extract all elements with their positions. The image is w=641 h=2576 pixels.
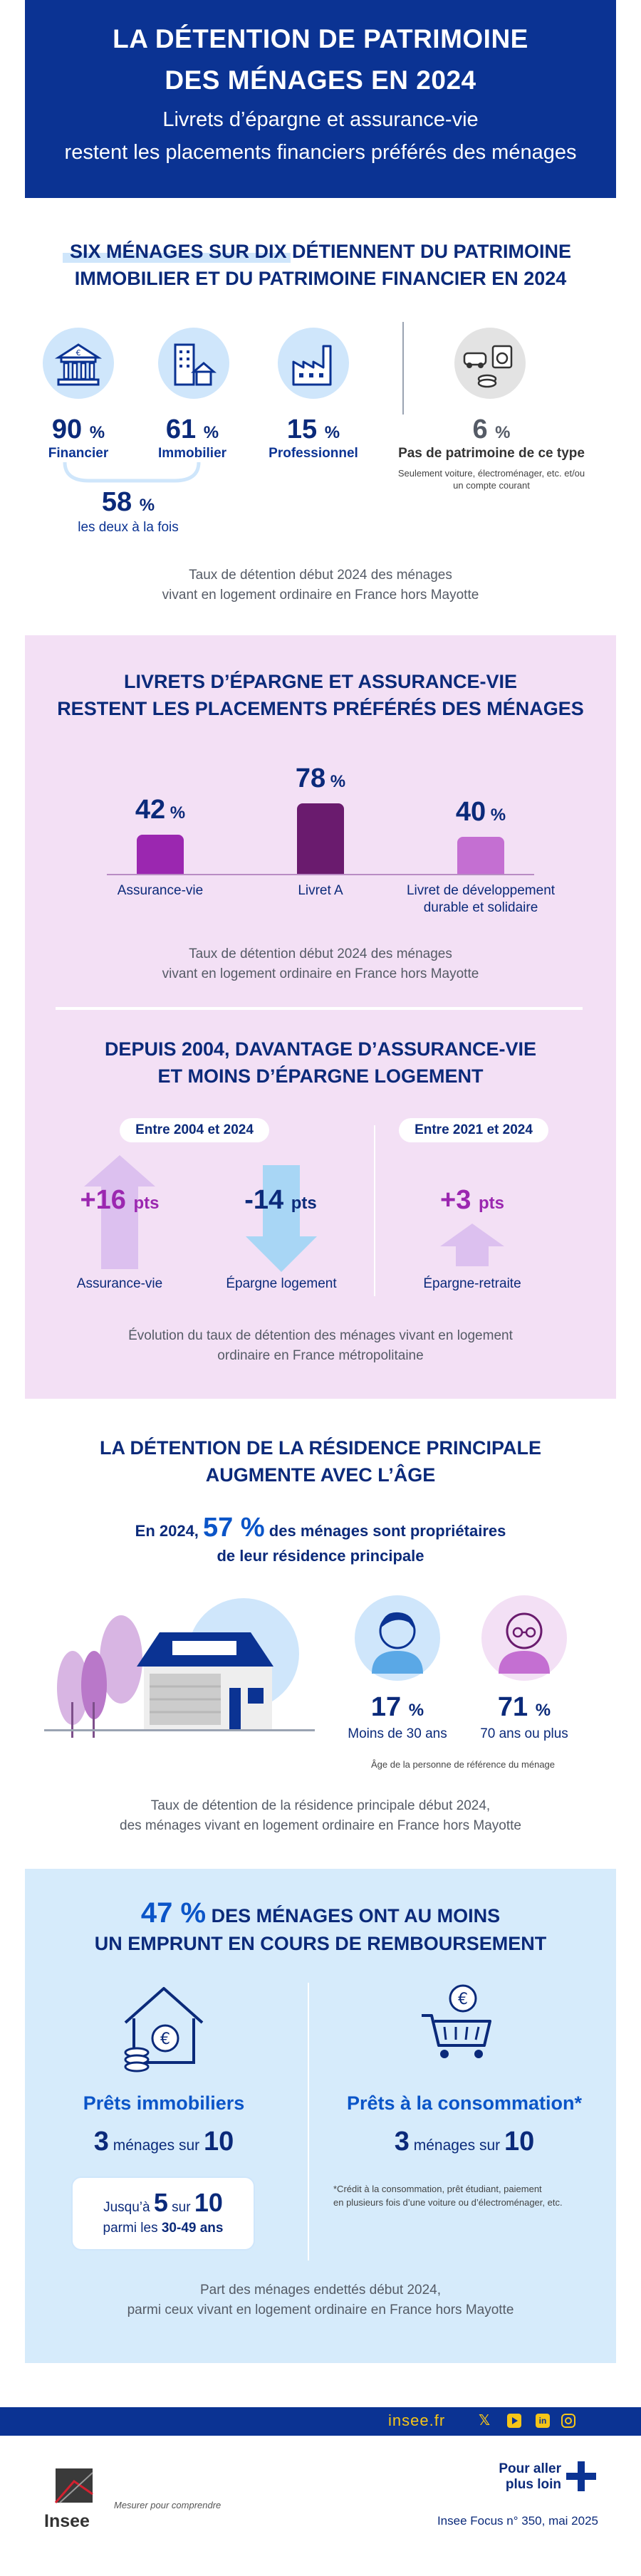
header-title-line1: LA DÉTENTION DE PATRIMOINE — [113, 24, 528, 53]
loans-source-line1: Part des ménages endettés début 2024, — [199, 2283, 442, 2298]
bar-category-1: Assurance-vie — [117, 883, 204, 898]
label-both: les deux à la fois — [78, 520, 179, 535]
period-2004-2024: Entre 2004 et 2024 — [120, 1118, 269, 1142]
svg-text:€: € — [75, 348, 81, 358]
bar-value-3: 40 % — [455, 797, 506, 827]
plus-icon[interactable] — [566, 2461, 596, 2491]
header-subtitle-line1: Livrets d’épargne et assurance-vie — [162, 108, 479, 131]
svg-text:€: € — [160, 2030, 170, 2048]
bar-2 — [297, 803, 344, 874]
section2-source-line1: Taux de détention début 2024 des ménages — [189, 947, 452, 961]
bar-1 — [137, 835, 184, 874]
label-epargne-logement: Épargne logement — [226, 1276, 337, 1291]
residence-intro-line1: En 2024, 57 % des ménages sont propriétaires — [135, 1513, 506, 1543]
pct-financier: 90 % — [51, 414, 105, 444]
label-epargne-retraite: Épargne-retraite — [423, 1276, 521, 1291]
bank-icon — [43, 328, 114, 399]
insee-logo-text: Insee — [44, 2511, 90, 2531]
label-real-estate-loans: Prêts immobiliers — [83, 2092, 245, 2114]
old-person-icon — [481, 1595, 567, 1681]
footnote-line2: en plusieurs fois d’une voiture ou d’électroménager, etc. — [333, 2197, 563, 2208]
pct-immobilier: 61 % — [165, 414, 219, 444]
arrow-up-small-icon — [440, 1224, 504, 1266]
note-aucun: Seulement voiture, électroménager, etc. et/ou un compte courant — [397, 468, 585, 491]
period-divider — [374, 1125, 375, 1296]
bar-category-2: Livret A — [298, 883, 343, 898]
publication-ref: Insee Focus n° 350, mai 2025 — [437, 2514, 598, 2528]
header-subtitle-line2: restent les placements financiers préférés des ménages — [64, 141, 577, 164]
youtube-icon[interactable] — [507, 2414, 521, 2428]
section1-source-line2: vivant en logement ordinaire en France hors Mayotte — [162, 588, 479, 603]
residence-title-line1: LA DÉTENTION DE LA RÉSIDENCE PRINCIPALE — [99, 1437, 542, 1459]
section1-title-line2: IMMOBILIER ET DU PATRIMOINE FINANCIER EN 2024 — [74, 268, 567, 289]
label-assurance-vie: Assurance-vie — [76, 1276, 163, 1291]
svg-text:€: € — [458, 1991, 468, 2008]
divider — [402, 322, 404, 414]
more-link[interactable] — [447, 2461, 561, 2493]
change-epargne-logement: -14 pts — [244, 1185, 317, 1215]
label-consumer-loans: Prêts à la consommation* — [346, 2092, 583, 2114]
loans-title-line2: UN EMPRUNT EN COURS DE REMBOURSEMENT — [94, 1933, 547, 1954]
shopping-cart-icon — [419, 1983, 497, 2061]
insee-tagline: Mesurer pour comprendre — [114, 2500, 222, 2510]
label-professionnel: Professionnel — [269, 446, 358, 461]
label-financier: Financier — [48, 446, 109, 461]
label-young: Moins de 30 ans — [348, 1726, 447, 1741]
section3-source-line1: Évolution du taux de détention des ménages vivant en logement — [128, 1328, 513, 1343]
period-2021-2024: Entre 2021 et 2024 — [399, 1118, 548, 1142]
insee-logo-mark — [46, 2468, 103, 2511]
section3-title-line1: DEPUIS 2004, DAVANTAGE D’ASSURANCE-VIE — [104, 1038, 537, 1060]
ratio-real-estate-loans: 3 ménages sur 10 — [93, 2127, 234, 2157]
section1-title-line1: SIX MÉNAGES SUR DIX DÉTIENNENT DU PATRIMOINE — [69, 241, 572, 262]
arrow-down-icon — [246, 1165, 317, 1272]
loans-title-line1: 47 % DES MÉNAGES ONT AU MOINS — [140, 1897, 501, 1929]
pct-professionnel: 15 % — [286, 414, 340, 444]
section3-title-line2: ET MOINS D’ÉPARGNE LOGEMENT — [157, 1065, 484, 1087]
change-assurance-vie: +16 pts — [80, 1185, 160, 1215]
highlight-line1: Jusqu’à 5 sur 10 — [103, 2188, 223, 2217]
house-coins-icon — [121, 1984, 207, 2077]
more-line1: Pour aller — [499, 2461, 561, 2476]
car-appliance-icon — [454, 328, 526, 399]
site-link[interactable]: insee.fr — [388, 2411, 446, 2429]
panel-divider — [56, 1007, 583, 1010]
change-epargne-retraite: +3 pts — [440, 1185, 504, 1215]
section1-source-line1: Taux de détention début 2024 des ménages — [189, 568, 452, 583]
factory-icon — [278, 328, 349, 399]
age-note: Âge de la personne de référence du ménage — [370, 1759, 556, 1770]
section2-source-line2: vivant en logement ordinaire en France hors Mayotte — [162, 966, 479, 981]
label-aucun: Pas de patrimoine de ce type — [398, 446, 585, 461]
x-icon[interactable]: 𝕏 — [479, 2413, 491, 2429]
instagram-icon[interactable] — [561, 2414, 575, 2428]
bar-value-2: 78 % — [295, 763, 346, 793]
section2-title-line2: RESTENT LES PLACEMENTS PRÉFÉRÉS DES MÉNAGES — [57, 698, 584, 719]
section2-title-line1: LIVRETS D’ÉPARGNE ET ASSURANCE-VIE — [123, 671, 518, 692]
bracket-both — [61, 459, 203, 488]
chart-baseline — [107, 874, 534, 875]
highlight-line2: parmi les 30-49 ans — [103, 2221, 224, 2236]
bar-category-3: Livret de développement durable et solidaire — [406, 883, 556, 915]
buildings-icon — [158, 328, 229, 399]
real-estate-highlight-box — [71, 2176, 255, 2251]
consumer-footnote — [333, 2182, 604, 2209]
pct-both: 58 % — [101, 487, 155, 517]
loans-divider — [308, 1983, 309, 2260]
header-banner — [25, 0, 616, 198]
ratio-consumer-loans: 3 ménages sur 10 — [394, 2127, 535, 2157]
house-illustration — [44, 1595, 315, 1738]
pct-old: 71 % — [497, 1692, 551, 1722]
footnote-line1: *Crédit à la consommation, prêt étudiant, paiement — [333, 2184, 542, 2194]
loans-source-line2: parmi ceux vivant en logement ordinaire en France hors Mayotte — [127, 2303, 514, 2317]
linkedin-icon[interactable]: in — [536, 2414, 550, 2428]
bar-value-1: 42 % — [135, 795, 186, 825]
pct-young: 17 % — [370, 1692, 424, 1722]
more-line2: plus loin — [505, 2477, 561, 2492]
residence-intro-line2: de leur résidence principale — [217, 1547, 424, 1565]
header-title-line2: DES MÉNAGES EN 2024 — [165, 66, 476, 95]
bar-3 — [457, 837, 504, 874]
young-person-icon — [355, 1595, 440, 1681]
residence-source-line2: des ménages vivant en logement ordinaire en France hors Mayotte — [120, 1818, 521, 1833]
label-old: 70 ans ou plus — [480, 1726, 568, 1741]
residence-title-line2: AUGMENTE AVEC L’ÂGE — [205, 1464, 436, 1486]
section3-source-line2: ordinaire en France métropolitaine — [217, 1348, 424, 1363]
pct-aucun: 6 % — [472, 414, 511, 444]
label-immobilier: Immobilier — [157, 446, 227, 461]
residence-source-line1: Taux de détention de la résidence principale début 2024, — [150, 1798, 491, 1813]
